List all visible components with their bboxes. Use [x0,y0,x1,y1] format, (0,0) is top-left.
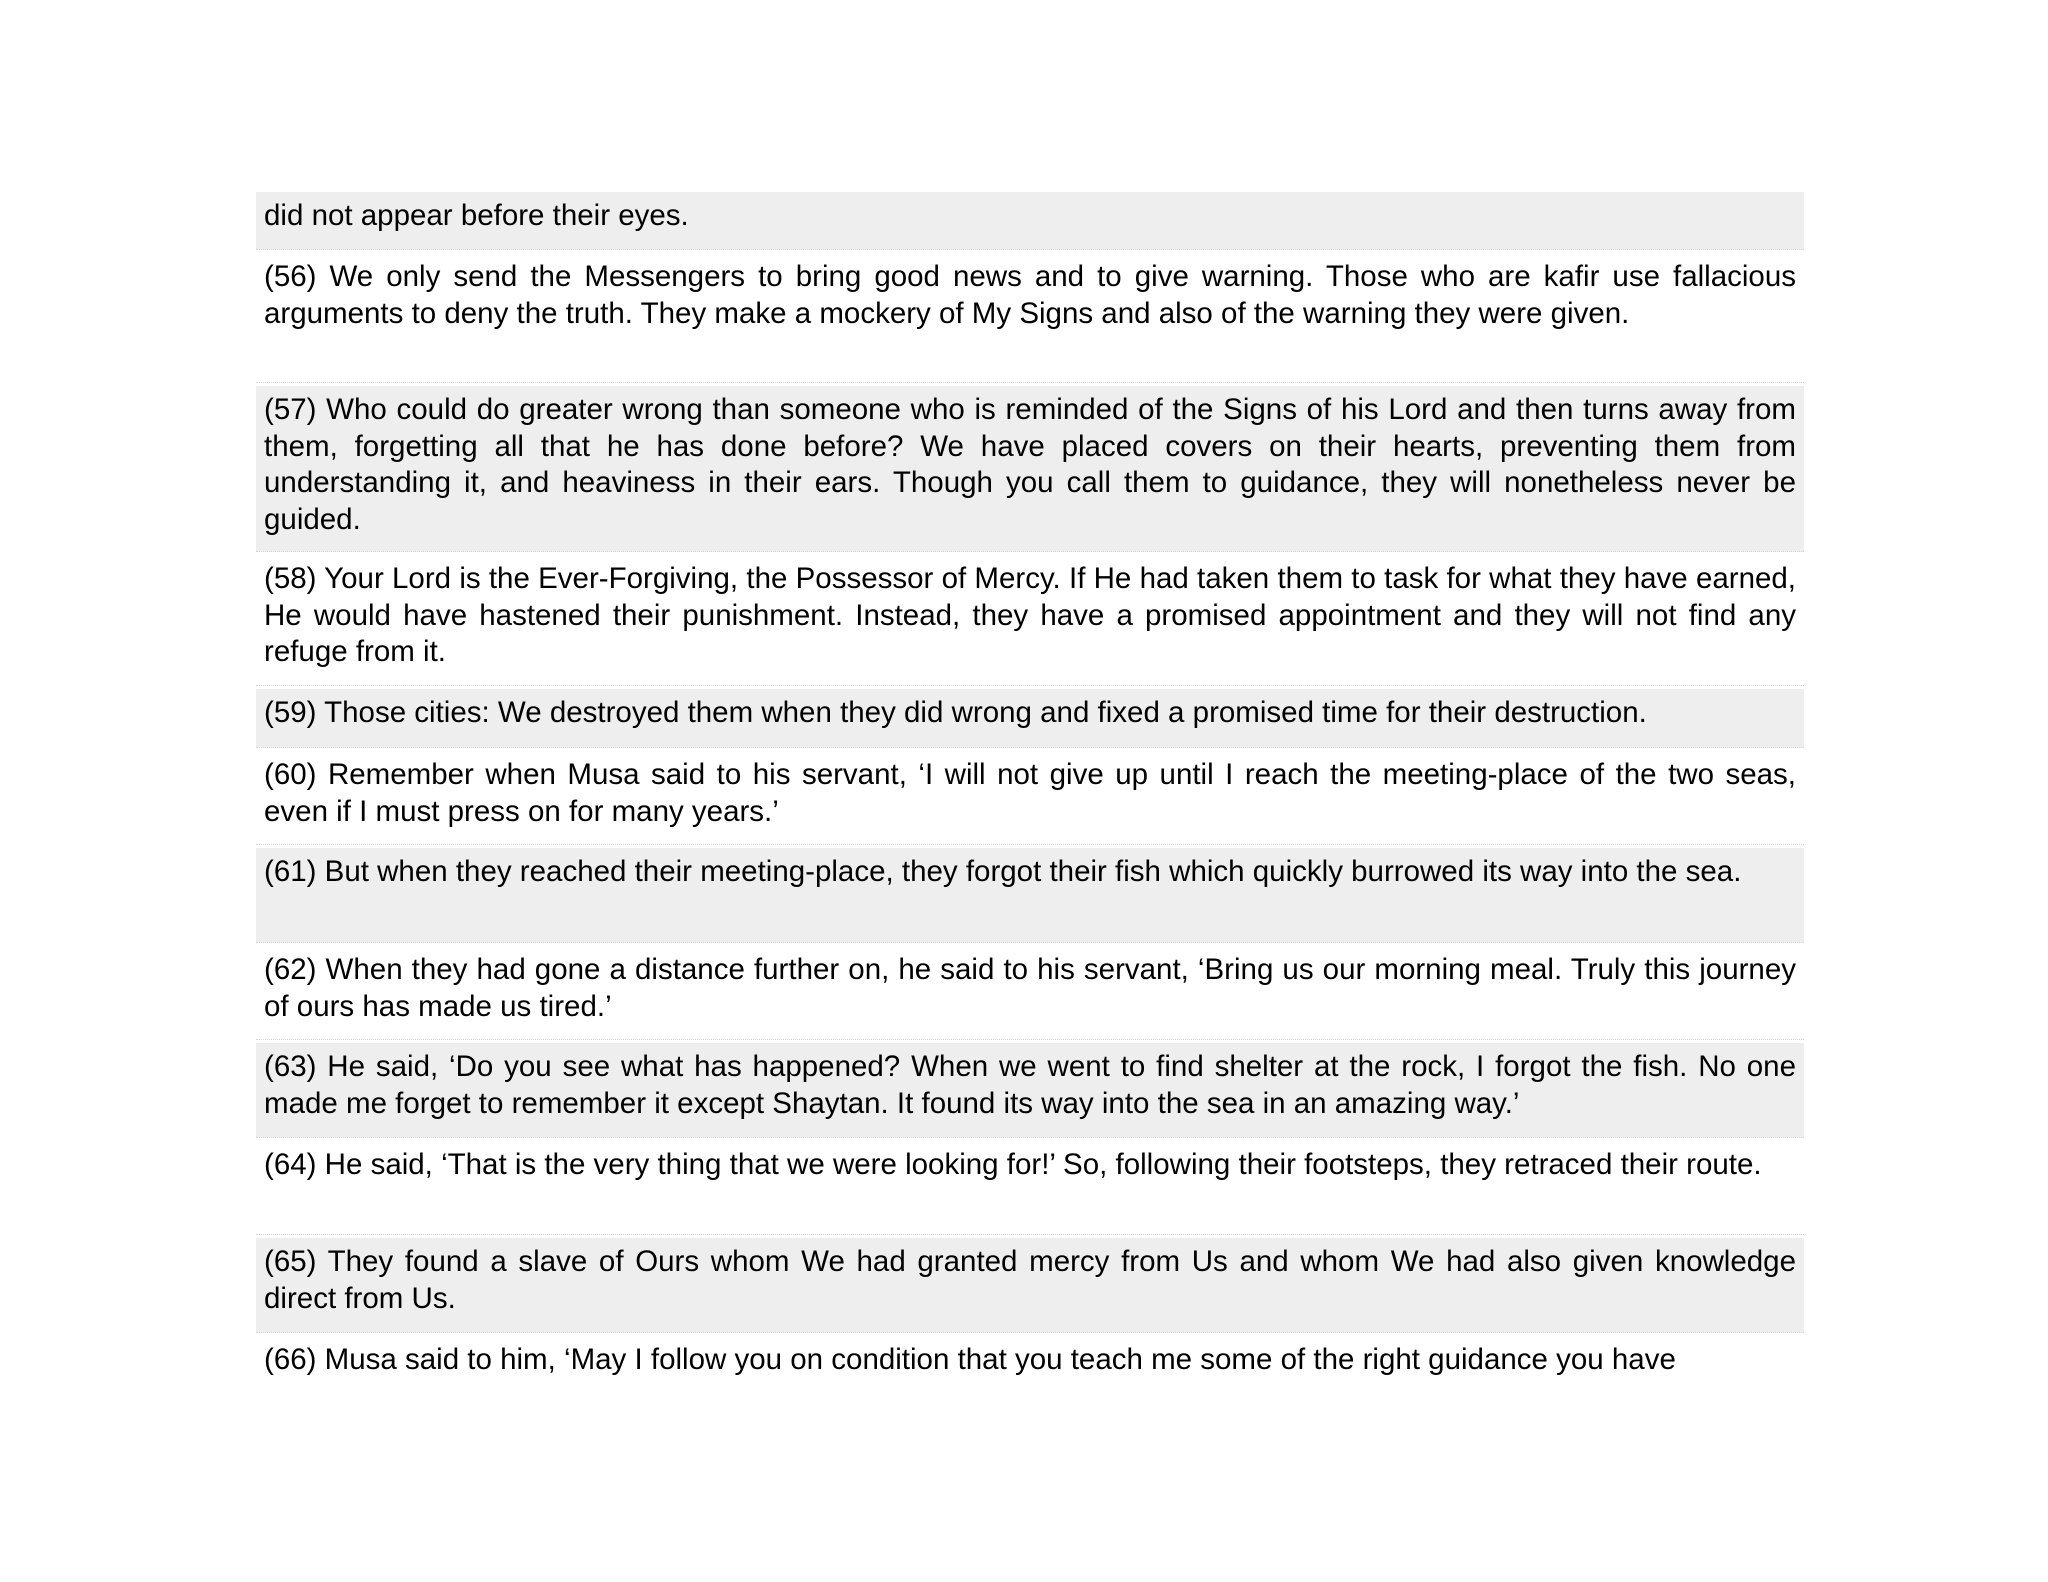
verse-text: (65) They found a slave of Ours whom We had granted mercy from Us and whom We had also given knowledge direct from Us. [264,1245,1796,1315]
verse-text: (62) When they had gone a distance further on, he said to his servant, ‘Bring us our morning meal. Truly this journey of ours has made us tired.’ [264,953,1796,1023]
verse-text: (56) We only send the Messengers to bring good news and to give warning. Those who are kafir use fallacious arguments to deny the truth. They make a mockery of My Signs and also of the warning they were given. [264,260,1796,330]
verse-row-65 [256,1238,1804,1333]
verse-row-66 [256,1336,1804,1376]
verse-row-58 [256,555,1804,686]
verse-text: (63) He said, ‘Do you see what has happened? When we went to find shelter at the rock, I forgot the fish. No one made me forget to remember it except Shaytan. It found its way into the sea in an amazing way.’ [264,1050,1796,1120]
verse-text: (66) Musa said to him, ‘May I follow you on condition that you teach me some of the right guidance you have [264,1343,1676,1376]
verse-text: (60) Remember when Musa said to his servant, ‘I will not give up until I reach the meeting-place of the two seas, even if I must press on for many years.’ [264,758,1796,828]
verse-table [256,192,1804,1384]
verse-row-60 [256,751,1804,845]
verse-row-61 [256,848,1804,943]
verse-text: (57) Who could do greater wrong than someone who is reminded of the Signs of his Lord and then turns away from them, forgetting all that he has done before? We have placed covers on their hearts, preventing them from understanding it, and heaviness in their ears. Though you call them to guidance, they will nonetheless never be guided. [264,393,1796,536]
verse-text: did not appear before their eyes. [264,199,689,232]
verse-row-55-end [256,192,1804,250]
verse-row-62 [256,946,1804,1040]
verse-row-59 [256,689,1804,748]
verse-text: (64) He said, ‘That is the very thing that we were looking for!’ So, following their footsteps, they retraced their route. [264,1148,1762,1181]
verse-row-64 [256,1141,1804,1235]
verse-row-63 [256,1043,1804,1138]
verse-text: (61) But when they reached their meeting-place, they forgot their fish which quickly burrowed its way into the sea. [264,855,1742,888]
verse-row-57 [256,386,1804,552]
verse-row-56 [256,253,1804,383]
verse-text: (58) Your Lord is the Ever-Forgiving, the Possessor of Mercy. If He had taken them to task for what they have earned, He would have hastened their punishment. Instead, they have a promised appointment and they will not find any refuge from it. [264,562,1796,668]
verse-text: (59) Those cities: We destroyed them when they did wrong and fixed a promised time for their destruction. [264,696,1647,729]
